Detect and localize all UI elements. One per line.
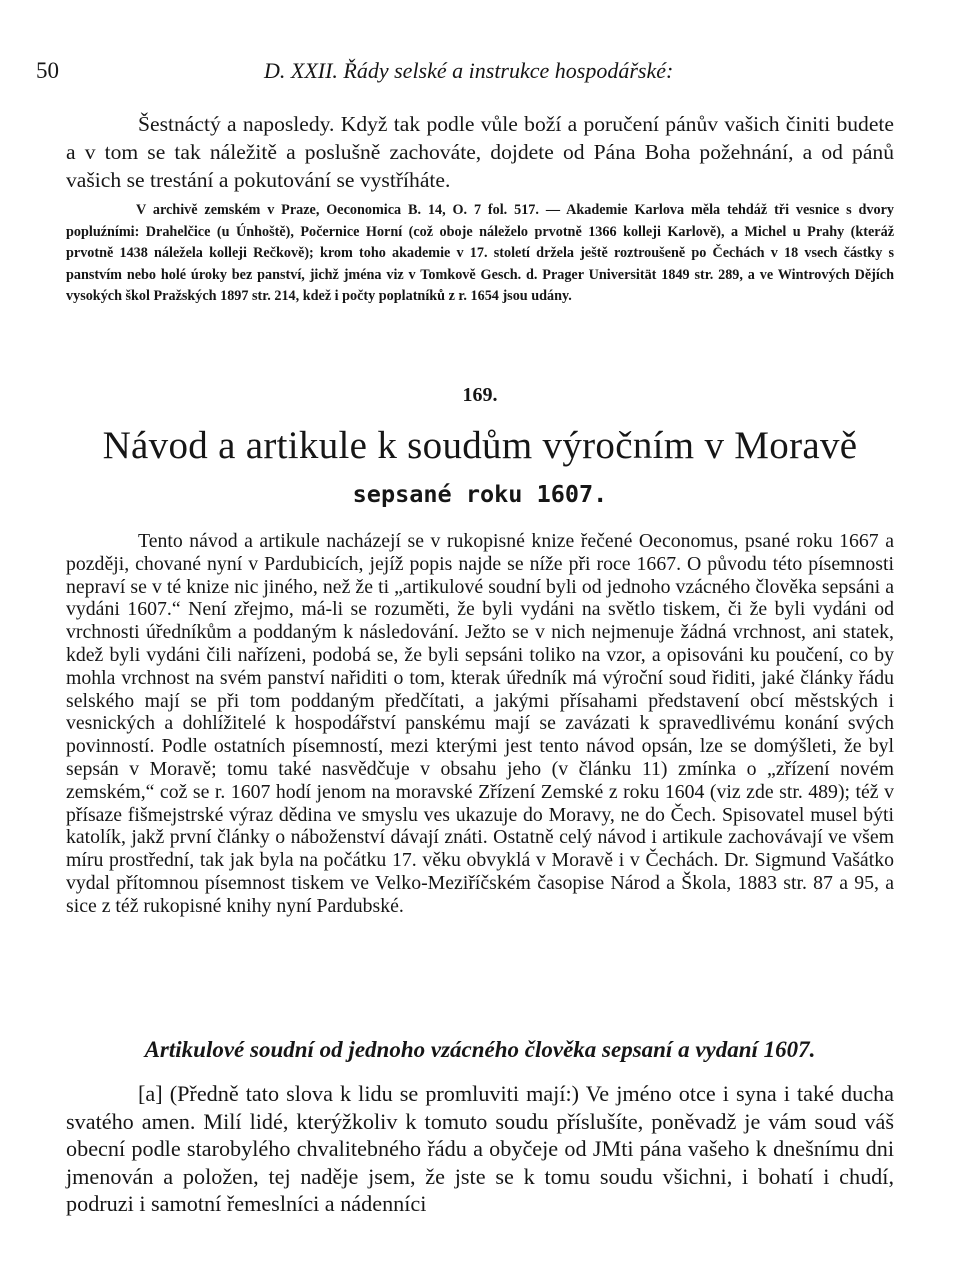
intro-paragraph: Tento návod a artikule nacházejí se v rukopisné knize řečené Oeconomus, psané roku 1667 a později, chované nyní v Pardubicích, jejíž popis najde se níže při roce 1667. O původu této písemnosti nepraví se v té knize nic jiného, než že ti „artikulové soudní byli od jednoho vzácného člověka sepsáni a vydáni 1607.“ Není zřejmo, má-li se rozuměti, že byli vydáni na světlo tiskem, či že byli vydáni od vrchnosti úředníkům a poddaným k následování. Ježto se v nich nejmenuje žádná vrchnost, ani statek, kdež byli vydáni čili nařízeni, podobá se, že byli sepsáni toliko na vzor, a opisováni ku poučení, co by mohla vrchnost na svém panství nařiditi o tom, kterak úředník má výroční soud řiditi, jaké články řádu selského mají se při tom poddaným předčítati, a jakými přísahami představení obcí městských i vesnických a dohlížitelé k hospodářství panskému mají se zavázati k spravedlivému konání svých povinností. Podle ostatních písemností, mezi kterými jest tento návod opsán, lze se domýšleti, že byl sepsán v Moravě; tomu také nasvědčuje v obsahu jeho (v článku 11) zmínka o „zřízení novém zemském,“ což se r. 1607 hodí jenom na moravské Zřízení Zemské z roku 1604 (viz zde str. 489); též v přísaze fišmejstrské výraz dědina ve smyslu ves ukazuje do Moravy, ne do Čech. Spisovatel musel býti katolík, jakž první články o náboženství dávají znáti. Ostatně celý návod i artikule zachovávají ve všem míru prostřední, tak jak byla na počátku 17. věku obvyklá v Moravě i v Čechách. Dr. Sigmund Vašátko vydal přítomnou písemnost tiskem ve Velko-Meziříčském časopise Národ a Škola, 1883 str. 87 a 95, a sice z též rukopisné knihy nyní Pardubské.: [66, 530, 894, 917]
document-number: 169.: [462, 384, 498, 406]
page-number: 50: [36, 58, 59, 83]
document-title: Návod a artikule k soudům výročním v Moravě: [102, 424, 858, 467]
running-title: D. XXII. Řády selské a instrukce hospodářské:: [264, 58, 674, 83]
article-paragraph: [a] (Předně tato slova k lidu se promluviti mají:) Ve jméno otce i syna i také ducha svatého amen. Milí lidé, kterýžkoliv k tomuto soudu příslušíte, poněvadž je vám soud váš obecní podle starobylého chvalitebného řádu a obyčeje od JMti pána vašeho k dnešnímu dni jmenován a položen, tej naděje jsem, že jste se k tomu soudu všichni, i bohatí i chudí, podruzi i samotní řemeslníci a nádenníci: [66, 1081, 894, 1217]
closing-paragraph: Šestnáctý a naposledy. Když tak podle vůle boží a poručení pánův vašich činiti budete a v tom se tak náležitě a poslušně zachováte, dojdete od Pána Boha požehnání, a od pánů vašich se trestání a pokutování se vystříháte.: [66, 112, 894, 192]
source-note: V archivě zemském v Praze, Oeconomica B. 14, O. 7 fol. 517. — Akademie Karlova měla tehdáž tři vesnice s dvory popluźními: Drahelčice (u Únhoště), Počernice Horní (což oboje náleželo prvotně 1366 kolleji Karlově), a Michel u Prahy (kteráž prvotně 1438 náležela kolleji Rečkově); krom toho akademie v 17. století držela ještě roztroušeně po Čechách v 18 vsech částky s panstvím nebo holé úroky bez panství, jichž jména viz v Tomkově Gesch. d. Prager Universität 1849 str. 289, a ve Wintrových Dějích vysokých škol Pražských 1897 str. 214, kdež i počty poplatníků z r. 1654 jsou udány.: [66, 202, 894, 304]
section-heading: Artikulové soudní od jednoho vzácného člověka sepsaní a vydaní 1607.: [144, 1037, 816, 1062]
document-subtitle: sepsané roku 1607.: [352, 480, 608, 508]
page-header: [36, 58, 924, 88]
